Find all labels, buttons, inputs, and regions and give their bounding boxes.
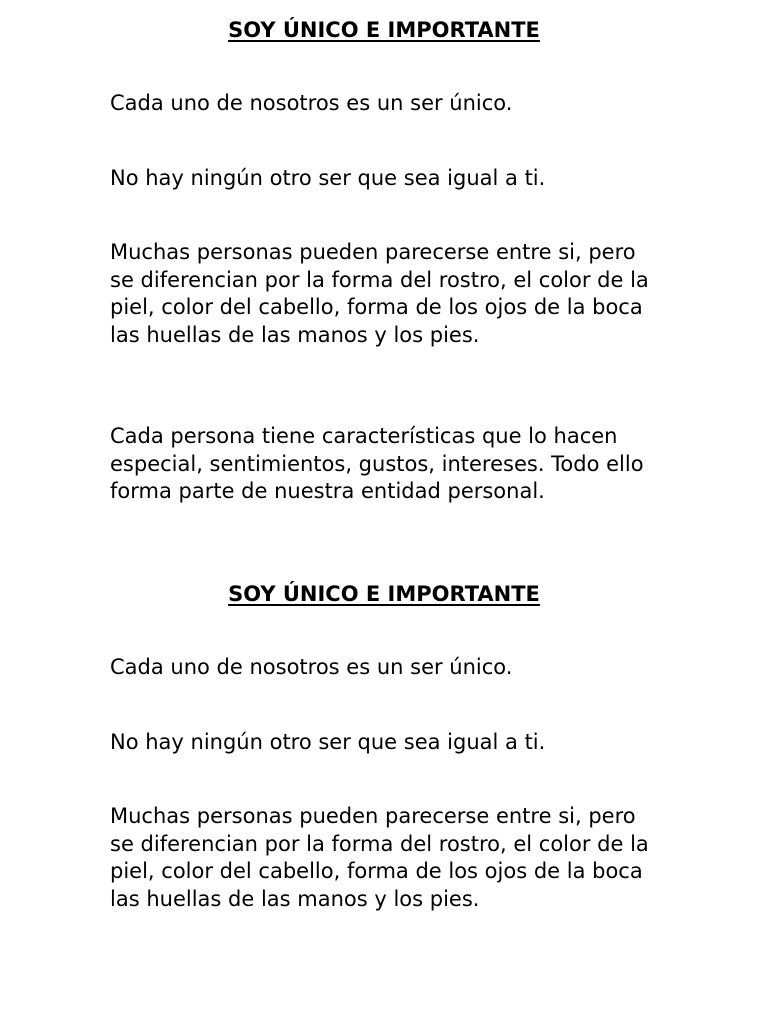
section-title: SOY ÚNICO E IMPORTANTE: [228, 18, 540, 42]
paragraph: No hay ningún otro ser que sea igual a ti.: [110, 730, 546, 754]
paragraph: Cada uno de nosotros es un ser único.: [110, 91, 513, 115]
paragraph: Cada persona tiene características que lo hacen especial, sentimientos, gustos, intereses. Todo ello forma parte de nuestra entidad personal.: [110, 424, 644, 503]
paragraph: Muchas personas pueden parecerse entre si, pero se diferencian por la forma del rostro, el color de la piel, color del cabello, forma de los ojos de la boca las huellas de las manos y los pies.: [110, 240, 649, 347]
paragraph: Cada uno de nosotros es un ser único.: [110, 655, 513, 679]
paragraph: No hay ningún otro ser que sea igual a ti.: [110, 166, 546, 190]
paragraph: Muchas personas pueden parecerse entre si, pero se diferencian por la forma del rostro, el color de la piel, color del cabello, forma de los ojos de la boca las huellas de las manos y los pies.: [110, 804, 649, 911]
section-title: SOY ÚNICO E IMPORTANTE: [228, 582, 540, 606]
